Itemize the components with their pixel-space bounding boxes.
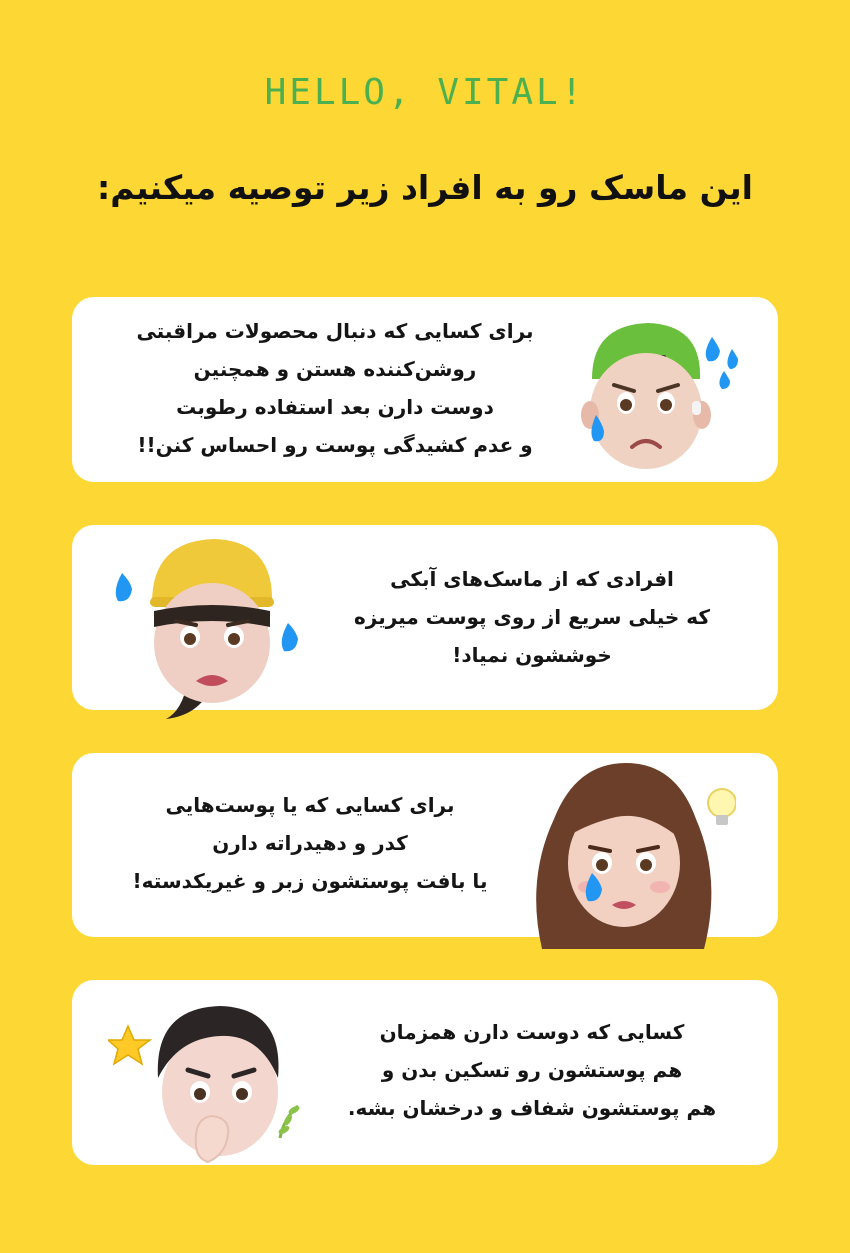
card-4-line-3: هم پوستشون شفاف و درخشان بشه. bbox=[347, 1096, 717, 1120]
card-3-line-1: برای کسایی که یا پوست‌هایی bbox=[165, 793, 455, 817]
card-2-text bbox=[312, 560, 752, 674]
card-4-line-1: کسایی که دوست دارن همزمان bbox=[379, 1020, 685, 1044]
recommendation-card-3 bbox=[72, 753, 778, 937]
card-3-line-2: کدر و دهیدراته دارن bbox=[212, 831, 408, 855]
card-1-line-3: دوست دارن بعد استفاده رطوبت bbox=[176, 395, 494, 419]
sad-girl-emoji-icon bbox=[102, 531, 312, 723]
card-3-line-3: یا بافت پوستشون زبر و غیریکدسته! bbox=[132, 869, 488, 893]
card-4-line-2: هم پوستشون رو تسکین بدن و bbox=[381, 1058, 683, 1082]
recommendation-card-1 bbox=[72, 297, 778, 482]
card-2-line-1: افرادی که از ماسک‌های آبکی bbox=[390, 567, 674, 591]
recommendation-card-2 bbox=[72, 525, 778, 710]
card-4-text bbox=[312, 1013, 752, 1127]
greeting-title: HELLO, VITAL! bbox=[264, 72, 586, 113]
card-1-line-1: برای کسایی که دنبال محصولات مراقبتی bbox=[136, 319, 534, 343]
page-title: این ماسک رو به افراد زیر توصیه میکنیم: bbox=[97, 168, 753, 207]
card-1-line-4: و عدم کشیدگی پوست رو احساس کنن!! bbox=[137, 433, 533, 457]
sad-boy-emoji-icon bbox=[562, 307, 742, 475]
card-2-line-3: خوششون نمیاد! bbox=[452, 643, 612, 667]
card-1-text bbox=[90, 312, 580, 464]
card-1-line-2: روشن‌کننده هستن و همچنین bbox=[193, 357, 477, 381]
crying-woman-emoji-icon bbox=[526, 759, 736, 953]
recommendation-card-4 bbox=[72, 980, 778, 1165]
card-2-line-2: که خیلی سریع از روی پوست میریزه bbox=[353, 605, 711, 629]
card-3-text bbox=[90, 786, 530, 900]
nervous-man-emoji-icon bbox=[108, 994, 318, 1180]
